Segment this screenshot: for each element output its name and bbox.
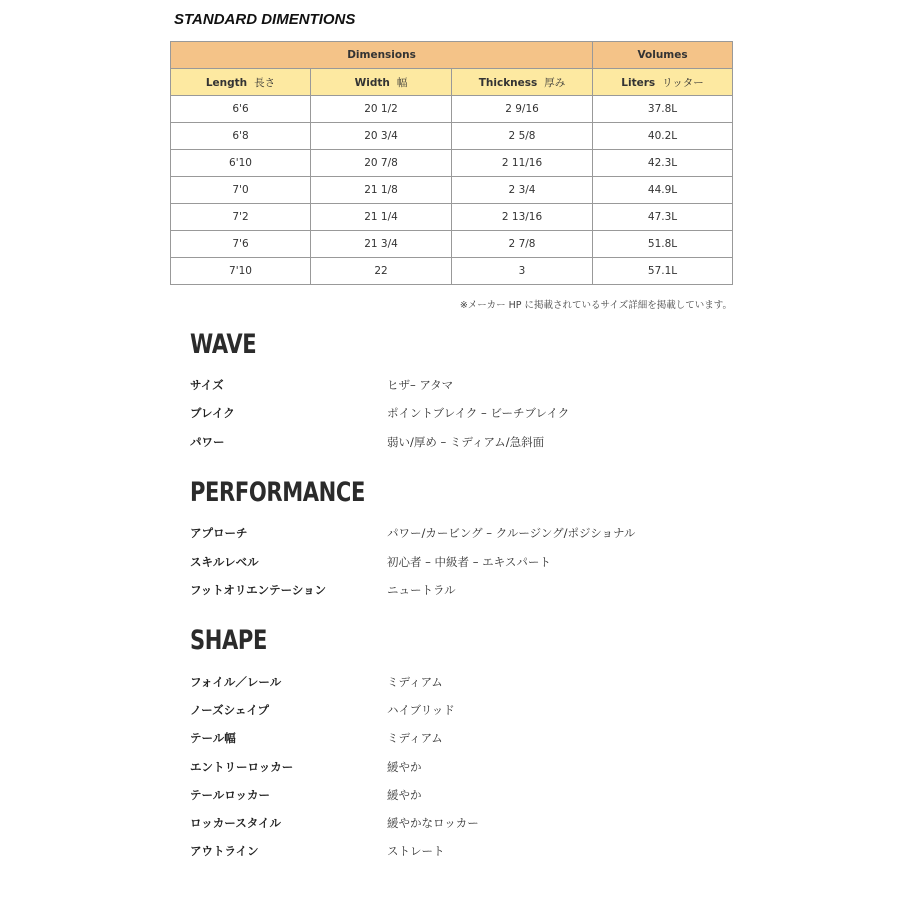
table-row bbox=[171, 204, 733, 231]
spec-value: 初心者 – 中級者 – エキスパート bbox=[387, 555, 551, 569]
cell-length: 7'10 bbox=[171, 258, 311, 285]
cell-liters: 42.3L bbox=[593, 150, 733, 177]
column-header-length: Length 長さ bbox=[171, 69, 311, 96]
spec-label: ノーズシェイプ bbox=[190, 703, 270, 717]
spec-label: テールロッカー bbox=[190, 788, 271, 802]
cell-liters: 57.1L bbox=[593, 258, 733, 285]
column-header-thickness: Thickness 厚み bbox=[452, 69, 593, 96]
cell-liters: 47.3L bbox=[593, 204, 733, 231]
source-note: ※メーカー HP に掲載されているサイズ詳細を掲載しています。 bbox=[459, 300, 732, 311]
standard-dimensions-title: STANDARD DIMENTIONS bbox=[174, 11, 356, 28]
spec-label: アウトライン bbox=[190, 844, 259, 858]
cell-width: 20 3/4 bbox=[311, 123, 452, 150]
table-row bbox=[171, 123, 733, 150]
cell-thickness: 2 11/16 bbox=[452, 150, 593, 177]
cell-length: 6'10 bbox=[171, 150, 311, 177]
table-row bbox=[171, 96, 733, 123]
spec-value: 弱い/厚め – ミディアム/急斜面 bbox=[387, 435, 545, 449]
dimensions-table bbox=[170, 41, 733, 285]
spec-label: アプローチ bbox=[190, 526, 248, 540]
spec-label: ロッカースタイル bbox=[190, 816, 281, 830]
spec-value: 緩やかなロッカー bbox=[387, 816, 479, 830]
cell-width: 21 3/4 bbox=[311, 231, 452, 258]
table-column-header-row bbox=[171, 69, 733, 96]
spec-value: ニュートラル bbox=[387, 583, 456, 597]
cell-thickness: 2 5/8 bbox=[452, 123, 593, 150]
spec-value: ヒザ– アタマ bbox=[387, 378, 454, 392]
cell-length: 7'0 bbox=[171, 177, 311, 204]
column-header-width: Width 幅 bbox=[311, 69, 452, 96]
cell-width: 22 bbox=[311, 258, 452, 285]
cell-width: 21 1/4 bbox=[311, 204, 452, 231]
table-row bbox=[171, 177, 733, 204]
volumes-group-header: Volumes bbox=[593, 42, 733, 69]
spec-label: テール幅 bbox=[190, 731, 236, 745]
cell-thickness: 2 9/16 bbox=[452, 96, 593, 123]
cell-length: 6'8 bbox=[171, 123, 311, 150]
cell-width: 20 7/8 bbox=[311, 150, 452, 177]
cell-liters: 51.8L bbox=[593, 231, 733, 258]
spec-label: サイズ bbox=[190, 378, 224, 392]
spec-value: パワー/カービング – クルージング/ポジショナル bbox=[387, 526, 636, 540]
cell-liters: 37.8L bbox=[593, 96, 733, 123]
spec-value: ミディアム bbox=[387, 731, 443, 745]
table-row bbox=[171, 258, 733, 285]
spec-label: エントリーロッカー bbox=[190, 760, 294, 774]
spec-value: 緩やか bbox=[387, 788, 422, 802]
spec-value: ハイブリッド bbox=[387, 703, 455, 717]
cell-thickness: 2 13/16 bbox=[452, 204, 593, 231]
cell-thickness: 2 7/8 bbox=[452, 231, 593, 258]
spec-label: ブレイク bbox=[190, 406, 235, 420]
cell-length: 7'2 bbox=[171, 204, 311, 231]
column-header-liters: Liters リッター bbox=[593, 69, 733, 96]
wave-heading: WAVE bbox=[190, 329, 257, 360]
spec-label: スキルレベル bbox=[190, 555, 259, 569]
spec-label: フットオリエンテーション bbox=[190, 583, 327, 597]
cell-thickness: 2 3/4 bbox=[452, 177, 593, 204]
cell-width: 20 1/2 bbox=[311, 96, 452, 123]
dimensions-group-header: Dimensions bbox=[171, 42, 593, 69]
spec-value: 緩やか bbox=[387, 760, 422, 774]
cell-length: 6'6 bbox=[171, 96, 311, 123]
table-row bbox=[171, 150, 733, 177]
table-row bbox=[171, 231, 733, 258]
cell-liters: 40.2L bbox=[593, 123, 733, 150]
cell-width: 21 1/8 bbox=[311, 177, 452, 204]
spec-value: ポイントブレイク – ビーチブレイク bbox=[387, 406, 570, 420]
cell-liters: 44.9L bbox=[593, 177, 733, 204]
table-group-header-row bbox=[171, 42, 733, 69]
performance-heading: PERFORMANCE bbox=[190, 477, 365, 508]
cell-length: 7'6 bbox=[171, 231, 311, 258]
cell-thickness: 3 bbox=[452, 258, 593, 285]
spec-value: ミディアム bbox=[387, 675, 443, 689]
spec-value: ストレート bbox=[387, 844, 445, 858]
shape-heading: SHAPE bbox=[190, 625, 267, 656]
spec-label: パワー bbox=[190, 435, 225, 449]
spec-label: フォイル／レール bbox=[190, 675, 282, 689]
